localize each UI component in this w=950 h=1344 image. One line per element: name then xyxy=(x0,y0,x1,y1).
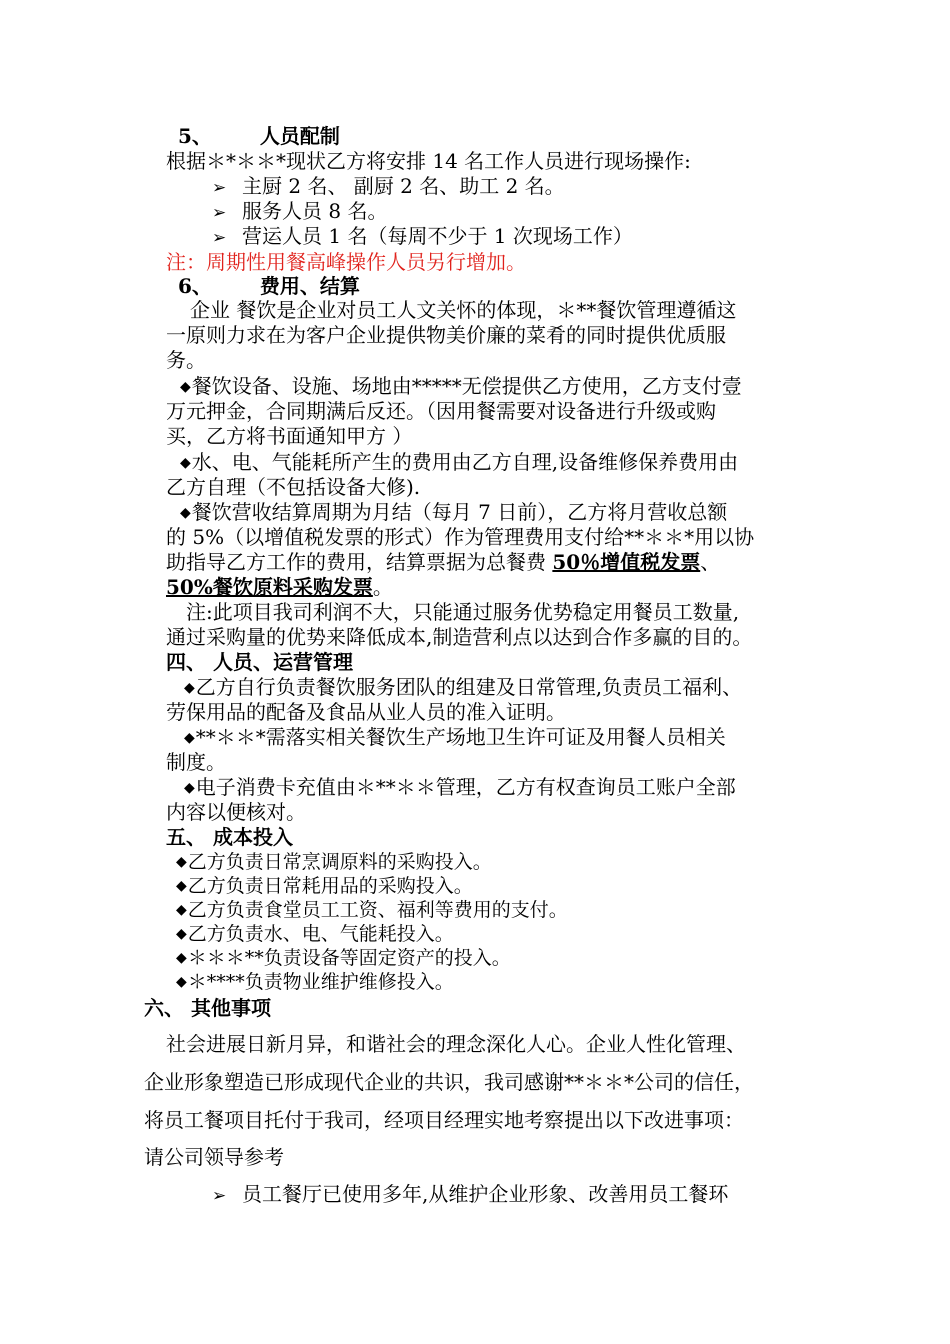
list-item: ◆乙方负责水、电、气能耗投入。 xyxy=(176,923,454,945)
section-5-intro: 根据＊*＊＊*现状乙方将安排 14 名工作人员进行现场操作: xyxy=(166,149,691,173)
paragraph-line: 的 5%（以增值税发票的形式）作为管理费用支付给**＊＊*用以协 xyxy=(166,525,755,549)
section-5-note: 注：周期性用餐高峰操作人员另行增加。 xyxy=(166,250,526,274)
section-5b-heading: 五、 成本投入 xyxy=(166,825,293,849)
paragraph-line: 乙方自理（不包括设备大修). xyxy=(166,475,421,499)
section-6-title: 费用、结算 xyxy=(259,274,360,298)
diamond-bullet-icon: ◆ xyxy=(176,854,187,870)
arrow-bullet-icon: ➢ xyxy=(212,228,227,248)
paragraph-line: 50%餐饮原料采购发票。 xyxy=(166,575,393,599)
bullet-paragraph: ◆餐饮营收结算周期为月结（每月 7 日前），乙方将月营收总额 xyxy=(180,500,728,524)
paragraph-line: 企业 餐饮是企业对员工人文关怀的体现，＊**餐饮管理遵循这 xyxy=(190,298,737,322)
diamond-bullet-icon: ◆ xyxy=(176,950,187,966)
bullet-paragraph: ◆**＊＊*需落实相关餐饮生产场地卫生许可证及用餐人员相关 xyxy=(184,725,726,749)
paragraph-line: 制度。 xyxy=(166,750,226,774)
paragraph-line: 务。 xyxy=(166,348,206,372)
paragraph-line: 企业形象塑造已形成现代企业的共识，我司感谢**＊＊*公司的信任， xyxy=(144,1070,754,1094)
arrow-bullet-icon: ➢ xyxy=(212,178,227,198)
list-item: ➢ 员工餐厅已使用多年,从维护企业形象、改善用员工餐环 xyxy=(212,1182,729,1206)
list-item: ➢ 服务人员 8 名。 xyxy=(212,199,388,223)
list-item: ◆乙方负责日常烹调原料的采购投入。 xyxy=(176,851,492,873)
list-item: ◆＊****负责物业维护维修投入。 xyxy=(176,971,454,993)
list-item: ◆＊＊＊**负责设备等固定资产的投入。 xyxy=(176,947,511,969)
arrow-bullet-icon: ➢ xyxy=(212,203,227,223)
raw-material-invoice-highlight: 50%餐饮原料采购发票 xyxy=(166,575,373,599)
bullet-paragraph: ◆水、电、气能耗所产生的费用由乙方自理,设备维修保养费用由 xyxy=(180,450,739,474)
list-item: ◆乙方负责食堂员工工资、福利等费用的支付。 xyxy=(176,899,568,921)
section-6-number: 6、 xyxy=(178,274,212,298)
paragraph-line: 通过采购量的优势来降低成本,制造营利点以达到合作多赢的目的。 xyxy=(166,625,753,649)
bullet-paragraph: ◆餐饮设备、设施、场地由*****无偿提供乙方使用，乙方支付壹 xyxy=(180,374,742,398)
bullet-paragraph: ◆电子消费卡充值由＊**＊＊管理，乙方有权查询员工账户全部 xyxy=(184,775,736,799)
list-item: ◆乙方负责日常耗用品的采购投入。 xyxy=(176,875,473,897)
diamond-bullet-icon: ◆ xyxy=(176,926,187,942)
section-4-heading: 四、 人员、运营管理 xyxy=(166,650,353,674)
list-item: ➢ 营运人员 1 名（每周不少于 1 次现场工作） xyxy=(212,224,633,248)
paragraph-line: 社会进展日新月异，和谐社会的理念深化人心。企业人性化管理、 xyxy=(166,1032,746,1056)
paragraph-line: 万元押金，合同期满后反还。（因用餐需要对设备进行升级或购 xyxy=(166,399,716,423)
paragraph-line: 注:此项目我司利润不大，只能通过服务优势稳定用餐员工数量, xyxy=(186,600,740,624)
diamond-bullet-icon: ◆ xyxy=(180,379,191,395)
section-5-title: 人员配制 xyxy=(259,124,340,148)
arrow-bullet-icon: ➢ xyxy=(212,1186,227,1206)
paragraph-line: 一原则力求在为客户企业提供物美价廉的菜肴的同时提供优质服 xyxy=(166,323,726,347)
paragraph-line: 劳保用品的配备及食品从业人员的准入证明。 xyxy=(166,700,566,724)
diamond-bullet-icon: ◆ xyxy=(184,780,195,796)
diamond-bullet-icon: ◆ xyxy=(180,505,191,521)
paragraph-line: 助指导乙方工作的费用，结算票据为总餐费 50％增值税发票、 xyxy=(166,550,721,574)
diamond-bullet-icon: ◆ xyxy=(180,455,191,471)
diamond-bullet-icon: ◆ xyxy=(184,680,195,696)
section-6-heading xyxy=(178,274,360,298)
section-5-number: 5、 xyxy=(178,124,212,148)
diamond-bullet-icon: ◆ xyxy=(184,730,195,746)
paragraph-line: 请公司领导参考 xyxy=(144,1145,284,1169)
paragraph-line: 将员工餐项目托付于我司，经项目经理实地考察提出以下改进事项： xyxy=(144,1108,744,1132)
vat-invoice-highlight: 50％增值税发票 xyxy=(552,550,701,574)
bullet-paragraph: ◆乙方自行负责餐饮服务团队的组建及日常管理,负责员工福利、 xyxy=(184,675,743,699)
diamond-bullet-icon: ◆ xyxy=(176,902,187,918)
paragraph-line: 买，乙方将书面通知甲方 ） xyxy=(166,424,413,448)
diamond-bullet-icon: ◆ xyxy=(176,974,187,990)
section-5-heading xyxy=(178,124,340,148)
diamond-bullet-icon: ◆ xyxy=(176,878,187,894)
list-item: ➢ 主厨 2 名、 副厨 2 名、助工 2 名。 xyxy=(212,174,565,198)
section-6b-heading: 六、 其他事项 xyxy=(144,996,271,1020)
paragraph-line: 内容以便核对。 xyxy=(166,800,306,824)
